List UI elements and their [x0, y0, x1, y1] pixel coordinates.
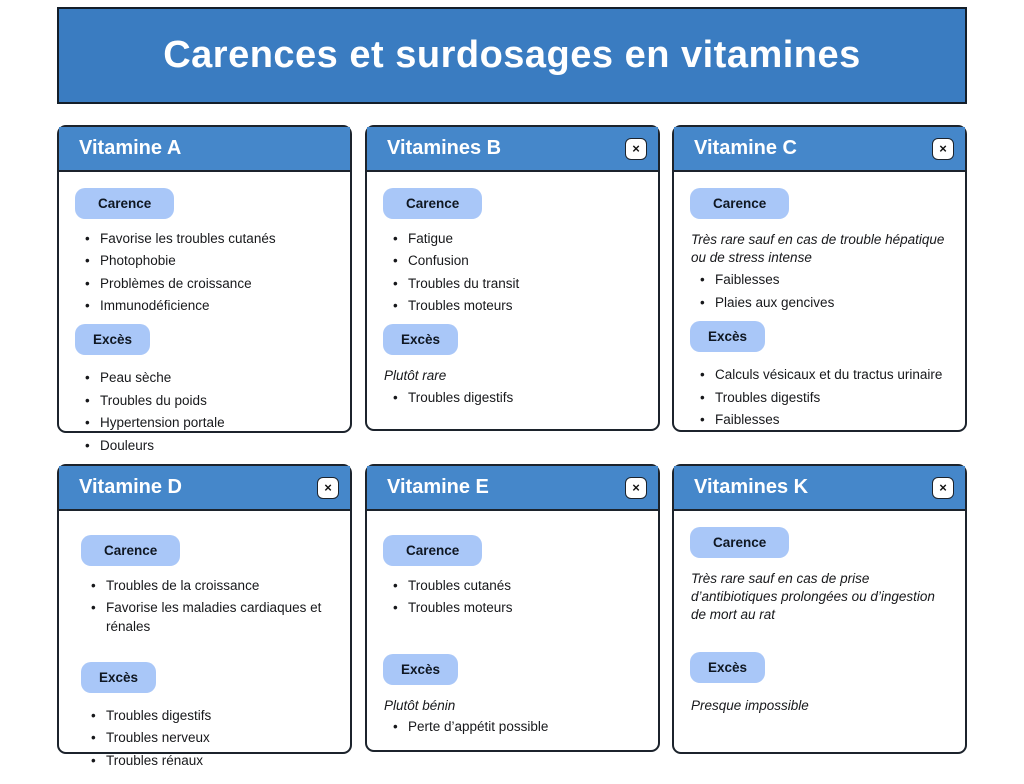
- card-vitamine-c: [672, 125, 967, 432]
- list-item: • Faiblesses: [700, 411, 949, 429]
- exces-list: [690, 366, 949, 429]
- card-vitamines-b: [365, 125, 660, 431]
- card-body: [674, 511, 965, 728]
- exces-list: [383, 718, 642, 736]
- list-item: • Calculs vésicaux et du tractus urinaire: [700, 366, 949, 384]
- exces-badge: Excès: [690, 652, 765, 683]
- card-vitamine-e-header: [367, 466, 658, 511]
- card-title: Vitamine D: [79, 476, 182, 498]
- close-icon[interactable]: ×: [625, 138, 647, 160]
- list-item: • Immunodéficience: [85, 297, 334, 315]
- carence-list: [690, 271, 949, 312]
- card-title: Vitamines B: [387, 137, 502, 159]
- page-title: Carences et surdosages en vitamines: [163, 34, 861, 76]
- exces-badge: Excès: [75, 324, 150, 355]
- carence-note: Très rare sauf en cas de prise d’antibiotiques prolongées ou d’ingestion de mort au rat: [691, 571, 935, 623]
- list-item: • Problèmes de croissance: [85, 275, 334, 293]
- list-item: • Favorise les troubles cutanés: [85, 230, 334, 248]
- card-body: [59, 172, 350, 469]
- exces-badge: Excès: [690, 321, 765, 352]
- list-item: • Perte d’appétit possible: [393, 718, 642, 736]
- card-vitamine-a: [57, 125, 352, 453]
- card-vitamines-b-header: [367, 127, 658, 172]
- card-title: Vitamine A: [79, 137, 182, 159]
- exces-section: [690, 652, 949, 715]
- carence-list: [383, 230, 642, 315]
- card-vitamine-c-header: [674, 127, 965, 172]
- exces-badge: Excès: [383, 654, 458, 685]
- card-vitamine-e: [365, 464, 660, 752]
- close-icon[interactable]: ×: [317, 477, 339, 499]
- carence-badge: Carence: [383, 188, 482, 219]
- list-item: • Favorise les maladies cardiaques et rénales: [91, 599, 334, 636]
- carence-badge: Carence: [81, 535, 180, 566]
- list-item: • Troubles du poids: [85, 392, 334, 410]
- list-item: • Plaies aux gencives: [700, 294, 949, 312]
- list-item: • Peau sèche: [85, 369, 334, 387]
- card-vitamines-k-header: [674, 466, 965, 511]
- carence-note: Très rare sauf en cas de trouble hépatique ou de stress intense: [691, 232, 945, 266]
- list-item: • Troubles digestifs: [700, 389, 949, 407]
- card-vitamine-d: [57, 464, 352, 768]
- carence-badge: Carence: [690, 188, 789, 219]
- card-body: [367, 511, 658, 750]
- list-item: • Troubles nerveux: [91, 729, 334, 747]
- close-icon[interactable]: ×: [625, 477, 647, 499]
- card-body: [674, 172, 965, 443]
- card-vitamine-a-header: [59, 127, 350, 172]
- list-item: • Faiblesses: [700, 271, 949, 289]
- exces-note: Plutôt rare: [384, 368, 447, 384]
- card-title: Vitamine C: [694, 137, 797, 159]
- exces-list: [81, 707, 334, 770]
- list-item: • Douleurs: [85, 437, 334, 455]
- carence-badge: Carence: [690, 527, 789, 558]
- list-item: • Troubles du transit: [393, 275, 642, 293]
- list-item: • Photophobie: [85, 252, 334, 270]
- exces-section: [75, 324, 334, 454]
- list-item: • Hypertension portale: [85, 414, 334, 432]
- exces-badge: Excès: [383, 324, 458, 355]
- exces-section: [81, 662, 334, 770]
- card-body: [59, 511, 350, 784]
- carence-badge: Carence: [75, 188, 174, 219]
- list-item: • Troubles moteurs: [393, 297, 642, 315]
- exces-section: [690, 321, 949, 429]
- exces-note: Plutôt bénin: [384, 697, 456, 713]
- close-icon[interactable]: ×: [932, 138, 954, 160]
- title-banner: [57, 7, 967, 104]
- card-title: Vitamine E: [387, 476, 489, 498]
- carence-badge: Carence: [383, 535, 482, 566]
- list-item: • Fatigue: [393, 230, 642, 248]
- list-item: • Troubles moteurs: [393, 599, 642, 617]
- card-body: [367, 172, 658, 421]
- list-item: • Troubles de la croissance: [91, 577, 334, 595]
- list-item: • Troubles digestifs: [393, 389, 642, 407]
- card-title: Vitamines K: [694, 476, 809, 498]
- card-vitamine-d-header: [59, 466, 350, 511]
- list-item: • Troubles cutanés: [393, 577, 642, 595]
- carence-list: [81, 577, 334, 636]
- close-icon[interactable]: ×: [932, 477, 954, 499]
- list-item: • Confusion: [393, 252, 642, 270]
- exces-list: [383, 389, 642, 407]
- list-item: • Troubles rénaux: [91, 752, 334, 770]
- card-vitamines-k: [672, 464, 967, 754]
- exces-note: Presque impossible: [691, 697, 809, 713]
- carence-list: [383, 577, 642, 618]
- carence-list: [75, 230, 334, 315]
- list-item: • Troubles digestifs: [91, 707, 334, 725]
- exces-badge: Excès: [81, 662, 156, 693]
- exces-list: [75, 369, 334, 454]
- exces-section: [383, 654, 642, 737]
- exces-section: [383, 324, 642, 407]
